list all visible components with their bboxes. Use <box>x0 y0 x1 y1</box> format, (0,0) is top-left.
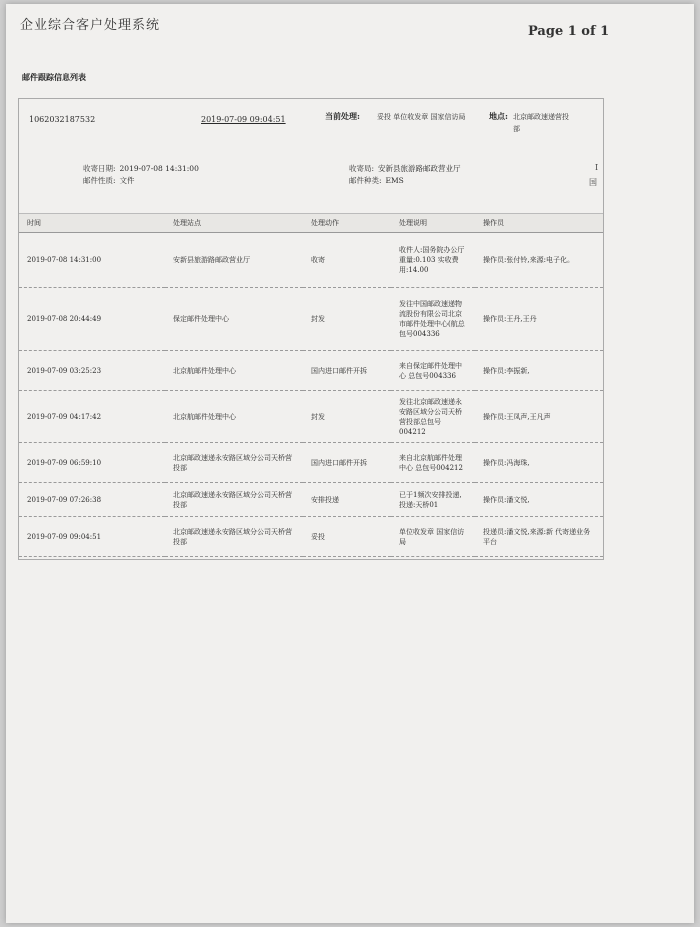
cell-desc: 单位收发章 国家信访局 <box>391 517 475 557</box>
cell-action: 安排投递 <box>303 483 391 517</box>
cell-operator: 操作员:张付铃,来源:电子化。 <box>475 233 603 288</box>
cell-operator: 投递员:潘文悦,来源:新 代寄递业务平台 <box>475 517 603 557</box>
cell-action: 国内进口邮件开拆 <box>303 351 391 391</box>
table-row <box>19 233 603 288</box>
cell-site: 保定邮件处理中心 <box>165 288 303 351</box>
current-status-value: 妥投 单位收发章 国家信访局 <box>377 113 466 121</box>
mail-property-value: 文件 <box>119 176 135 185</box>
cell-site: 北京航邮件处理中心 <box>165 391 303 443</box>
cell-action: 妥投 <box>303 517 391 557</box>
cell-site: 北京邮政速递永安路区域分公司天桥营投部 <box>165 517 303 557</box>
current-status-label: 当前处理: <box>325 111 360 121</box>
cell-operator: 操作员:王丹,王丹 <box>475 288 603 351</box>
column-header: 处理动作 <box>303 214 391 233</box>
cell-action: 封发 <box>303 288 391 351</box>
cell-site: 安新县旅游路邮政营业厅 <box>165 233 303 288</box>
cell-time: 2019-07-09 04:17:42 <box>19 391 165 443</box>
cell-time: 2019-07-09 03:25:23 <box>19 351 165 391</box>
document-page <box>6 4 694 923</box>
column-header: 时间 <box>19 214 165 233</box>
column-header: 操作员 <box>475 214 603 233</box>
table-row <box>19 517 603 557</box>
mail-type-label: 邮件种类: <box>349 176 382 185</box>
system-title: 企业综合客户处理系统 <box>20 18 161 33</box>
cell-site: 北京邮政速递永安路区域分公司天桥营投部 <box>165 443 303 483</box>
tracking-panel <box>18 98 604 560</box>
table-row <box>19 351 603 391</box>
edge-mark-2: 国 <box>589 178 597 187</box>
receipt-info-left <box>83 163 199 187</box>
cell-desc: 来自北京航邮件处理中心 总包号004212 <box>391 443 475 483</box>
cell-operator: 操作员:李振新, <box>475 351 603 391</box>
cell-desc: 已于1频次安排投递,投递:天桥01 <box>391 483 475 517</box>
mail-type-value: EMS <box>385 176 404 185</box>
table-row <box>19 483 603 517</box>
edge-mark-1: I <box>595 163 599 172</box>
table-row <box>19 443 603 483</box>
cell-time: 2019-07-09 09:04:51 <box>19 517 165 557</box>
current-time: 2019-07-09 09:04:51 <box>201 115 286 124</box>
table-row <box>19 391 603 443</box>
section-title: 邮件跟踪信息列表 <box>22 72 86 82</box>
cell-site: 北京邮政速递永安路区域分公司天桥营投部 <box>165 483 303 517</box>
cell-time: 2019-07-08 20:44:49 <box>19 288 165 351</box>
cell-operator: 操作员:潘文悦, <box>475 483 603 517</box>
column-header: 处理站点 <box>165 214 303 233</box>
network-label: 地点: <box>489 111 508 121</box>
receipt-date-value: 2019-07-08 14:31:00 <box>119 164 199 173</box>
receipt-date-label: 收寄日期: <box>83 164 116 173</box>
cell-time: 2019-07-09 07:26:38 <box>19 483 165 517</box>
cell-action: 国内进口邮件开拆 <box>303 443 391 483</box>
column-header: 处理说明 <box>391 214 475 233</box>
cell-operator: 操作员:王凤声,王凡声 <box>475 391 603 443</box>
cell-operator: 操作员:冯海珠, <box>475 443 603 483</box>
mail-number: 1062032187532 <box>29 115 96 124</box>
table-header <box>19 214 603 233</box>
page-indicator: Page 1 of 1 <box>528 24 610 39</box>
mail-property-label: 邮件性质: <box>83 176 116 185</box>
cell-desc: 来自保定邮件处理中心 总包号004336 <box>391 351 475 391</box>
cell-action: 封发 <box>303 391 391 443</box>
receipt-office-label: 收寄局: <box>349 164 375 173</box>
receipt-info-right <box>349 163 461 187</box>
cell-desc: 收件人:国务院办公厅 重量:0.103 实收费用:14.00 <box>391 233 475 288</box>
receipt-office-value: 安新县旅游路邮政营业厅 <box>378 164 461 173</box>
cell-time: 2019-07-08 14:31:00 <box>19 233 165 288</box>
tracking-table <box>19 213 603 557</box>
cell-desc: 发往北京邮政速递永安路区域分公司天桥营投部总包号004212 <box>391 391 475 443</box>
cell-desc: 发往中国邮政速递物流股份有限公司北京市邮件处理中心(航总包号004336 <box>391 288 475 351</box>
network-value: 北京邮政速递营投部 <box>513 113 569 133</box>
cell-action: 收寄 <box>303 233 391 288</box>
table-row <box>19 288 603 351</box>
cell-time: 2019-07-09 06:59:10 <box>19 443 165 483</box>
cell-site: 北京航邮件处理中心 <box>165 351 303 391</box>
